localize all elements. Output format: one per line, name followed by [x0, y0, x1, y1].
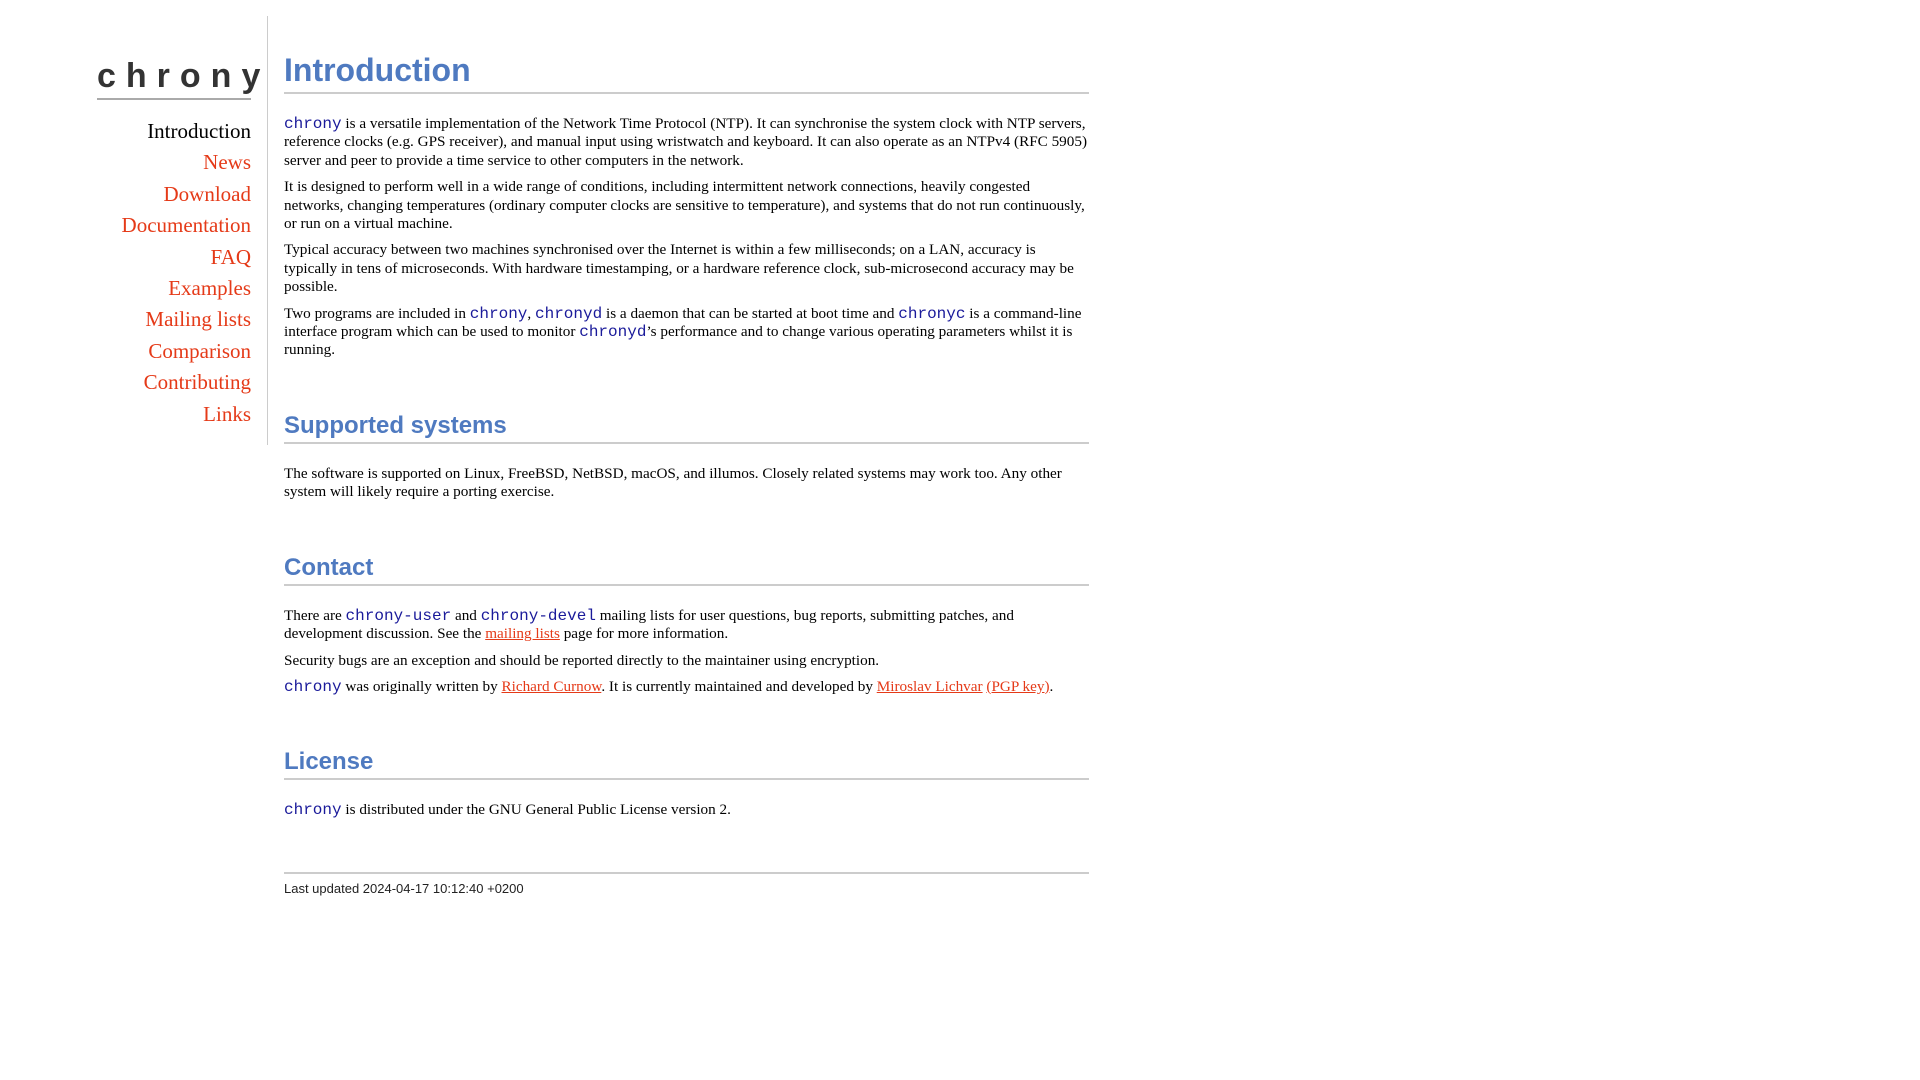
inline-code: chronyd: [579, 323, 647, 342]
nav-item-comparison[interactable]: Comparison: [148, 338, 251, 363]
intro-paragraph-3: Typical accuracy between two machines synchronised over the Internet is within a few milliseconds; on a LAN, accuracy is typically in tens of microseconds. With hardware timestamping, or a hardware reference clock, sub-microsecond accuracy may be possible.: [284, 241, 1074, 296]
inline-code: chrony: [284, 801, 342, 820]
nav-item-faq[interactable]: FAQ: [210, 244, 251, 269]
contact-paragraph-1: There are chrony-user and chrony-devel mailing lists for user questions, bug reports, submitting patches, and development discussion. See the mailing lists page for more information.: [284, 606, 1014, 643]
nav-item-contributing[interactable]: Contributing: [143, 370, 251, 395]
section-heading-contact: Contact: [284, 553, 1089, 586]
contact-paragraph-3: chrony was originally written by Richard Curnow. It is currently maintained and developed by Miroslav Lichvar (PGP key).: [284, 677, 1054, 696]
pgp-key-link[interactable]: (PGP key): [986, 677, 1050, 695]
nav-item-examples[interactable]: Examples: [168, 276, 251, 301]
nav-item-news[interactable]: News: [203, 150, 251, 175]
mailing-lists-link[interactable]: mailing lists: [485, 625, 560, 643]
nav-item-introduction[interactable]: Introduction: [147, 119, 251, 143]
contact-paragraph-2: Security bugs are an exception and should be reported directly to the maintainer using encryption.: [284, 651, 880, 669]
section-heading-supported-systems: Supported systems: [284, 411, 1089, 444]
intro-paragraph-2: It is designed to perform well in a wide range of conditions, including intermittent network connections, heavily congested networks, changing temperatures (ordinary computer clocks are sensitive to temperature), and systems that do not run continuously, or run on a virtual machine.: [284, 178, 1085, 233]
section-heading-license: License: [284, 747, 1089, 780]
inline-code: chronyd: [534, 304, 603, 323]
main-nav: [122, 116, 251, 430]
nav-item-mailing-lists[interactable]: Mailing lists: [145, 307, 251, 332]
miroslav-lichvar-link[interactable]: Miroslav Lichvar: [876, 677, 983, 695]
inline-code: chrony: [284, 677, 342, 696]
inline-code: chrony-user: [345, 606, 452, 625]
inline-code: chronyc: [898, 304, 966, 323]
main-content: [284, 50, 1089, 896]
inline-code: chrony: [469, 304, 528, 323]
nav-item-documentation[interactable]: Documentation: [121, 213, 251, 238]
sidebar: [0, 16, 271, 445]
richard-curnow-link[interactable]: Richard Curnow: [501, 677, 602, 695]
site-logo[interactable]: chrony: [97, 54, 251, 100]
footer-last-updated: Last updated 2024-04-17 10:12:40 +0200: [284, 872, 1089, 896]
intro-paragraph-4: Two programs are included in chrony, chronyd is a daemon that can be started at boot time and chronyc is a command-line interface program which can be used to monitor chronyd’s performance and to change various operating parameters whilst it is running.: [284, 304, 1082, 359]
inline-code: chrony-devel: [480, 606, 596, 625]
nav-item-download[interactable]: Download: [163, 181, 251, 206]
license-paragraph: chrony is distributed under the GNU General Public License version 2.: [284, 801, 731, 820]
intro-paragraph-1: chrony is a versatile implementation of the Network Time Protocol (NTP). It can synchronise the system clock with NTP servers, reference clocks (e.g. GPS receiver), and manual input using wristwatch and keyboard. It can also operate as an NTPv4 (RFC 5905) server and peer to provide a time service to other computers in the network.: [284, 115, 1088, 169]
nav-item-links[interactable]: Links: [203, 401, 251, 426]
supported-paragraph: The software is supported on Linux, FreeBSD, NetBSD, macOS, and illumos. Closely related systems may work too. Any other system will likely require a porting exercise.: [284, 464, 1062, 501]
page-title: Introduction: [284, 50, 1089, 94]
inline-code: chrony: [284, 115, 342, 133]
